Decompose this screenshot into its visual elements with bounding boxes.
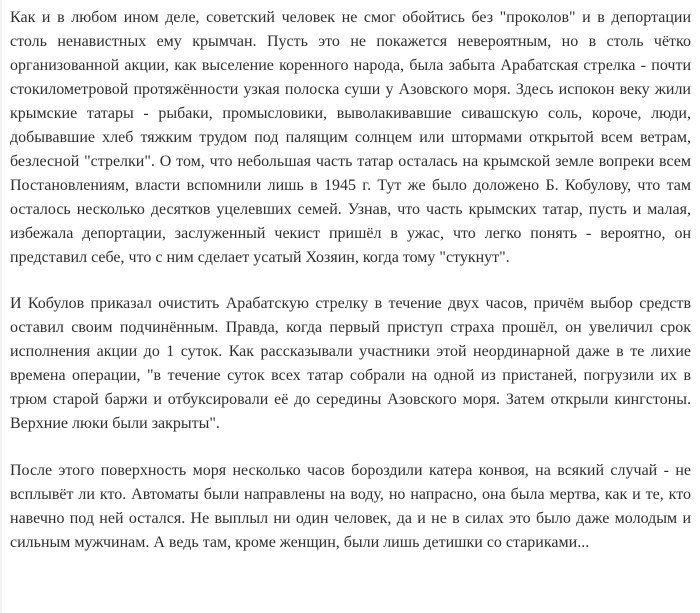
paragraph-2: И Кобулов приказал очистить Арабатскую стрелку в течение двух часов, причём выбор средств оставил своим подчинённым. Правда, когда первый приступ страха прошёл, он увеличил срок исполнения акции до 1 суток. Как рассказывали участники этой неординарной даже в те лихие времена операции, "в течение суток всех татар собрали на одной из пристаней, погрузили их в трюм старой баржи и отбуксировали её до середины Азовского моря. Затем открыли кингстоны. Верхние люки были закрыты". — [10, 295, 691, 432]
paragraph-3: После этого поверхность моря несколько часов бороздили катера конвоя, на всякий случай - не всплывёт ли кто. Автоматы были направлены на воду, но напрасно, она была мертва, как и те, кто навечно под ней остался. Не выплыл ни один человек, да и не в силах это было даже молодым и сильным мужчинам. А ведь там, кроме женщин, были лишь детишки со стариками... — [10, 462, 691, 551]
paragraph-1: Как и в любом ином деле, советский человек не смог обойтись без "проколов" и в депортации столь ненавистных ему крымчан. Пусть это не покажется невероятным, но в столь чётко организованной акции, как выселение коренного народа, была забыта Арабатская стрелка - почти стокилометровой протяжённости узкая полоска суши у Азовского моря. Здесь испокон веку жили крымские татары - рыбаки, промысловики, выволакивавшие сивашскую соль, короче, люди, добывавшие хлеб тяжким трудом под палящим солнцем или штормами открытой всем ветрам, безлесной "стрелки". О том, что небольшая часть татар осталась на крымской земле вопреки всем Постановлениям, власти вспомнили лишь в 1945 г. Тут же было доложено Б. Кобулову, что там осталось несколько десятков уцелевших семей. Узнав, что часть крымских татар, пусть и малая, избежала депортации, заслуженный чекист пришёл в ужас, что легко понять - вероятно, он представил себе, что с ним сделает усатый Хозяин, когда тому "стукнут". — [10, 9, 691, 266]
